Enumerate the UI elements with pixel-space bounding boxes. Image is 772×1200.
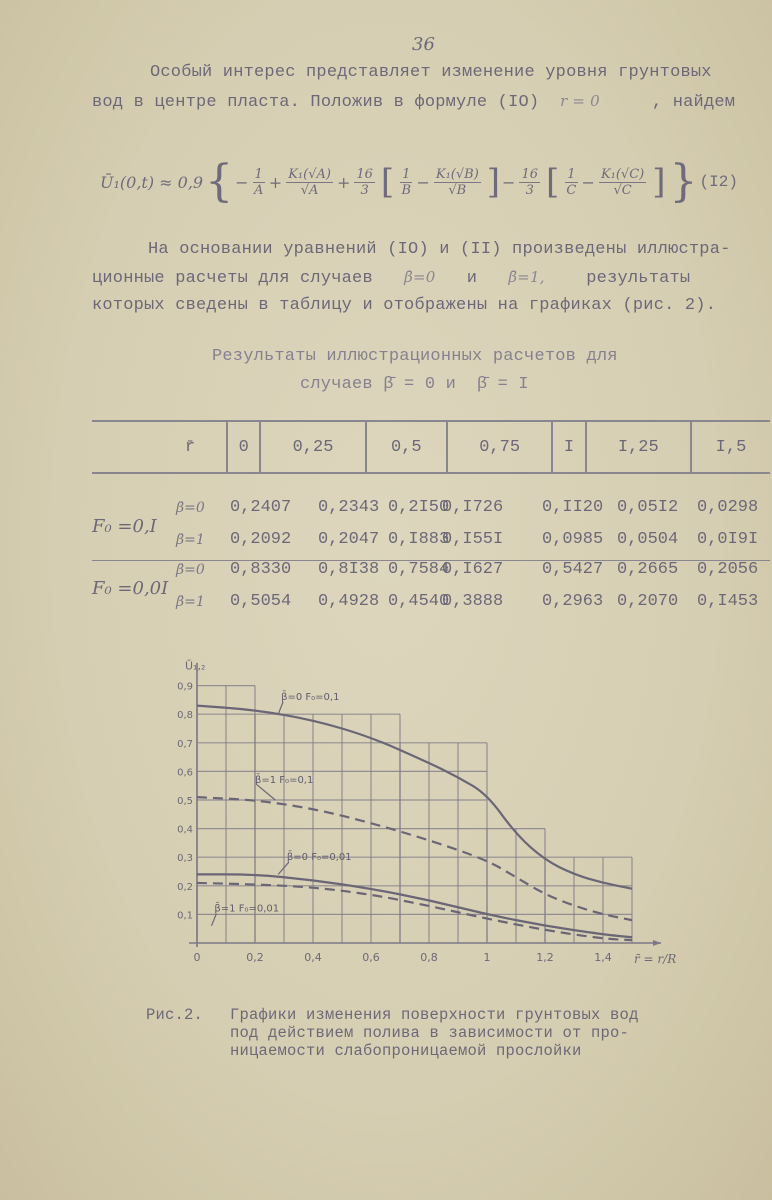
leader-line (212, 914, 217, 926)
table-cell: 0,0298 (697, 498, 759, 517)
table-cell: 0,2343 (318, 498, 380, 517)
table-title-line2: случаев β̄ = 0 и β̄ = I (300, 375, 529, 394)
header-cell-r: r̄ (184, 437, 196, 457)
header-cell: I (552, 421, 585, 473)
x-tick-label: 1 (483, 951, 491, 964)
table-cell: 0,3888 (442, 592, 504, 611)
fraction (434, 167, 481, 198)
row-beta-label: β̄=1 (176, 532, 205, 548)
paragraph2-line3: которых сведены в таблицу и отображены на графиках (рис. 2). (92, 296, 717, 315)
numerator: 16 (521, 166, 538, 182)
header-cell: 0,25 (260, 421, 365, 473)
denominator: C (566, 182, 577, 198)
text: вод в центре пласта. Положив в формуле (IO) (92, 93, 540, 112)
numerator: K₁(√C) (600, 166, 645, 182)
denominator: √B (448, 182, 467, 198)
y-tick-label: 0,8 (177, 710, 193, 722)
leader-line (278, 702, 283, 714)
fraction (286, 167, 333, 198)
header-cell: 0,5 (366, 421, 447, 473)
table-cell: 0,2092 (230, 530, 292, 549)
table-cell: 0,8I38 (318, 560, 380, 579)
table-cell: 0,2665 (617, 560, 679, 579)
x-tick-label: 0,4 (304, 951, 322, 964)
table-cell: 0,0I9I (697, 530, 759, 549)
x-tick-label: 0 (193, 951, 201, 964)
row-beta-label: β̄=0 (176, 500, 205, 516)
header-cell: I,25 (586, 421, 691, 473)
x-tick-label: 0,2 (246, 951, 264, 964)
group-label-fo: F₀ =0,0I (92, 578, 169, 599)
table-cell: 0,7584 (388, 560, 450, 579)
header-spacer (92, 421, 154, 473)
formula-12: Ū₁(0,t) ≈ 0,9 { − $\frac{1}{A}$ + $\frac{\text{K₁(√A)}}{√A}$ + $\frac{16}{3}$ [ $\frac{1}{B}$ − $\frac{\text{K₁(√B)}}{√B}$ ] − $\frac{16}{3}$ [ $\frac{1}{C}$ − $\frac{\text{K₁(√C)}}{√C}$ ] } (I2) (100, 156, 738, 207)
caption-line1: Графики изменения поверхности грунтовых вод (230, 1006, 639, 1024)
bracket-open: [ (545, 162, 560, 202)
table-cell: 0,I453 (697, 592, 759, 611)
y-tick-label: 0,6 (177, 767, 193, 779)
table-title-line1: Результаты иллюстрационных расчетов для (212, 347, 618, 366)
brace-open: { (205, 156, 234, 207)
y-axis-label: Ū₁,₂ (185, 659, 206, 673)
numerator: 16 (356, 166, 373, 182)
row-beta-label: β̄=0 (176, 562, 205, 578)
y-tick-label: 0,1 (177, 910, 193, 922)
fraction (253, 167, 265, 198)
paragraph1-line2 (92, 92, 735, 112)
formula-lhs: Ū₁(0,t) ≈ 0,9 (100, 172, 204, 192)
denominator: √A (300, 182, 319, 198)
paragraph1-line1: Особый интерес представляет изменение уровня грунтовых (150, 63, 712, 82)
formula-number: (I2) (699, 173, 738, 191)
table-cell: 0,2963 (542, 592, 604, 611)
x-tick-label: 1,4 (594, 951, 612, 964)
fraction (565, 167, 577, 198)
x-tick-label: 0,6 (362, 951, 380, 964)
bracket-close: ] (652, 162, 666, 202)
y-tick-label: 0,7 (177, 738, 193, 750)
bracket-close: ] (486, 162, 501, 202)
table-cell: 0,II20 (542, 498, 604, 517)
leader-line (257, 785, 275, 800)
caption-line3: ницаемости слабопроницаемой прослойки (230, 1042, 582, 1060)
header-cell: 0 (227, 421, 260, 473)
caption-line2: под действием полива в зависимости от про- (230, 1024, 630, 1042)
text: и (466, 269, 478, 288)
series-label: β̄=1 F₀=0,01 (214, 903, 280, 915)
table-cell: 0,I726 (442, 498, 504, 517)
x-axis-label: r̄ = r/R (634, 952, 677, 966)
series-line-0 (197, 706, 632, 889)
series-label: β̄=0 F₀=0,1 (281, 691, 340, 703)
table-cell: 0,05I2 (617, 498, 679, 517)
table-cell: 0,8330 (230, 560, 292, 579)
brace-close: } (669, 156, 698, 207)
table-cell: 0,2I50 (388, 498, 450, 517)
table-cell: 0,0985 (542, 530, 604, 549)
fraction (400, 167, 412, 198)
table-header (92, 420, 770, 474)
denominator: 3 (360, 182, 369, 198)
series-line-1 (197, 797, 632, 920)
denominator: A (253, 182, 264, 198)
text: ционные расчеты для случаев (92, 269, 373, 288)
numerator: 1 (254, 166, 263, 182)
y-tick-label: 0,3 (177, 853, 193, 865)
denominator: √C (613, 182, 632, 198)
caption-label: Рис.2. (146, 1006, 204, 1024)
table-cell: 0,I883 (388, 530, 450, 549)
table-cell: 0,2047 (318, 530, 380, 549)
table-divider (92, 560, 770, 561)
row-beta-label: β̄=1 (176, 594, 205, 610)
series-label: β̄=0 F₀=0,01 (286, 852, 352, 864)
x-tick-label: 0,8 (420, 951, 438, 964)
text: результаты (586, 269, 691, 288)
numerator: 1 (567, 166, 576, 182)
page-number: 36 (412, 34, 435, 55)
table-cell: 0,2407 (230, 498, 292, 517)
y-tick-label: 0,5 (177, 796, 193, 807)
y-tick-label: 0,4 (177, 824, 193, 836)
fraction (354, 167, 375, 198)
y-tick-label: 0,2 (177, 881, 193, 893)
math-beta-0: β̄=0 (404, 268, 436, 286)
table-cell: 0,4928 (318, 592, 380, 611)
fraction (519, 167, 540, 198)
table-cell: 0,2070 (617, 592, 679, 611)
bracket-open: [ (380, 162, 395, 202)
numerator: 1 (402, 166, 411, 182)
series-label: β̄=1 F₀=0,1 (255, 774, 314, 786)
fraction (599, 167, 646, 198)
denominator: 3 (525, 182, 534, 198)
group-label-fo: F₀ =0,I (92, 516, 157, 537)
table-cell: 0,5054 (230, 592, 292, 611)
header-cell: 0,75 (447, 421, 552, 473)
math-r-zero: r = 0 (560, 92, 600, 110)
paragraph2-line1: На основании уравнений (IO) и (II) произведены иллюстра- (148, 240, 731, 259)
table-cell: 0,5427 (542, 560, 604, 579)
header-cell: I,5 (691, 421, 770, 473)
text: , найдем (651, 93, 736, 112)
figure-2-chart (160, 640, 720, 985)
table-cell: 0,I55I (442, 530, 504, 549)
table-cell: 0,4540 (388, 592, 450, 611)
x-axis-arrow-icon (653, 940, 661, 946)
denominator: B (401, 182, 412, 198)
x-tick-label: 1,2 (536, 951, 554, 964)
numerator: K₁(√A) (288, 166, 331, 182)
math-beta-1: β̄=1, (508, 268, 545, 286)
numerator: K₁(√B) (435, 166, 479, 182)
table-cell: 0,I627 (442, 560, 504, 579)
y-tick-label: 0,9 (177, 681, 193, 693)
table-cell: 0,2056 (697, 560, 759, 579)
paragraph2-line2 (92, 268, 690, 288)
table-cell: 0,0504 (617, 530, 679, 549)
